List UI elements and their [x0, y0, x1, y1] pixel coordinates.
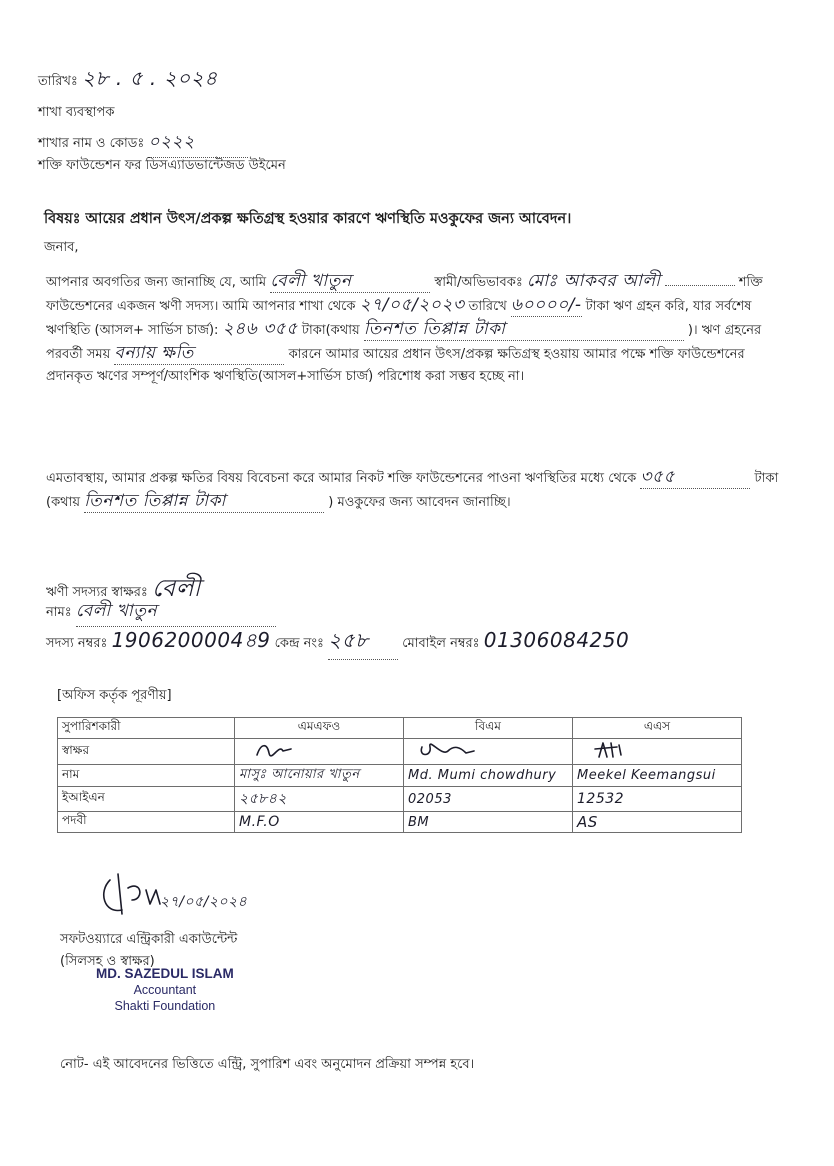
row-label-signature: স্বাক্ষর	[58, 739, 235, 765]
header-recommender: সুপারিশকারী	[58, 718, 235, 739]
seal-title: Accountant	[133, 983, 197, 997]
row-label-ein: ইআইএন	[58, 787, 235, 812]
mfo-signature	[235, 739, 404, 765]
waive-amount-fill: ৩৫৫	[640, 466, 750, 489]
mobile-label: মোবাইল নম্বরঃ	[402, 636, 480, 651]
office-table	[57, 717, 742, 833]
as-name: Meekel Keemangsui	[573, 765, 742, 787]
organization-name: শক্তি ফাউন্ডেশন ফর ডিসএ্যাডভান্টেজড উইমেন	[38, 158, 286, 173]
header-as: এএস	[573, 718, 742, 739]
p1-text-2: স্বামী/অভিভাবকঃ	[434, 275, 523, 290]
row-label-name: নাম	[58, 765, 235, 787]
p1-text-1: আপনার অবগতির জন্য জানাচ্ছি যে, আমি	[46, 275, 267, 290]
p2-text-2: টাকা (কথায়	[46, 471, 779, 510]
mfo-designation: M.F.O	[235, 812, 404, 833]
p1-text-5: টাকা ঋণ গ্রহন করি, যার সর্বশেষ ঋণস্থিতি (আসল+ সার্ভিস চার্জ):	[46, 299, 752, 338]
accountant-label: সফটওয়্যারে এন্ট্রিকারী একাউন্টেন্ট	[60, 932, 238, 947]
mfo-signature-mark	[239, 739, 299, 761]
mobile-value: 01306084250	[483, 628, 630, 652]
p2-text-3: ) মওকুফের জন্য আবেদন জানাচ্ছি।	[328, 495, 511, 510]
signature-label: ঋণী সদস্যর স্বাক্ষরঃ	[46, 585, 148, 600]
p1-text-7: )। ঋণ গ্রহনের পরবর্তী সময়	[46, 323, 762, 362]
table-row-name	[58, 765, 742, 787]
table-row-signature	[58, 739, 742, 765]
bm-signature-mark	[408, 739, 488, 761]
salutation: জনাব,	[44, 240, 79, 255]
footer-note: নোট- এই আবেদনের ভিত্তিতে এন্ট্রি, সুপারিশ এবং অনুমোদন প্রক্রিয়া সম্পন্ন হবে।	[60, 1057, 475, 1072]
subject-line: বিষয়ঃ আয়ের প্রধান উৎস/প্রকল্প ক্ষতিগ্রস্থ হওয়ার কারণে ঋণস্থিতি মওকুফের জন্য আবেদন।	[44, 211, 572, 227]
header-mfo: এমএফও	[235, 718, 404, 739]
mfo-ein: ২৫৮৪২	[235, 787, 404, 812]
applicant-signature: বেলী	[151, 574, 201, 602]
bm-ein: 02053	[404, 787, 573, 812]
accountant-sub-label: (সিলসহ ও স্বাক্ষর)	[60, 954, 155, 969]
center-label: কেন্দ্র নংঃ	[274, 636, 324, 651]
applicant-name: বেলী খাতুন	[76, 598, 276, 627]
office-caption: [অফিস কর্তৃক পূরণীয়]	[57, 688, 172, 703]
p1-text-8: কারনে আমার আয়ের প্রধান উৎস/প্রকল্প ক্ষতিগ্রস্থ হওয়ায় আমার পক্ষে শক্তি ফাউন্ডেশনের প্রদানকৃত ঋণের সম্পূর্ণ/আংশিক ঋণস্থিতি(আসল+সার্ভিস চার্জ) পরিশোধ করা সম্ভব হচ্ছে না।	[46, 347, 745, 384]
bm-signature	[404, 739, 573, 765]
name-label: নামঃ	[46, 605, 72, 620]
reason-fill: বন্যায় ক্ষতি	[114, 342, 284, 365]
table-row-designation	[58, 812, 742, 833]
row-label-designation: পদবী	[58, 812, 235, 833]
balance-fill: ২৪৬ ৩৫৫	[222, 319, 298, 339]
member-no-label: সদস্য নম্বরঃ	[46, 636, 108, 651]
as-signature-mark	[577, 739, 637, 761]
p1-text-3: শক্তি ফাউন্ডেশনের একজন ঋণী সদস্য। আমি আপনার শাখা থেকে	[46, 275, 763, 314]
as-ein: 12532	[573, 787, 742, 812]
p1-text-4: তারিখে	[468, 299, 507, 314]
loan-date-fill: ২৭/০৫/২০২৩	[359, 295, 465, 315]
mfo-name: মাসুঃ আনোয়ার খাতুন	[235, 765, 404, 787]
branch-row	[38, 129, 248, 158]
center-value: ২৫৮	[328, 626, 398, 660]
guardian-name-fill: মোঃ আকবর আলী	[526, 271, 661, 291]
bm-name: Md. Mumi chowdhury	[404, 765, 573, 787]
application-paragraph-2	[46, 466, 786, 514]
seal-org: Shakti Foundation	[114, 999, 216, 1013]
application-paragraph-1	[46, 270, 786, 388]
as-signature	[573, 739, 742, 765]
p2-text-1: এমতাবস্থায়, আমার প্রকল্প ক্ষতির বিষয় বিবেচনা করে আমার নিকট শক্তি ফাউন্ডেশনের পাওনা ঋণস্থিতির মধ্যে থেকে	[46, 471, 637, 486]
member-no-value: 1906200004৪9	[111, 628, 271, 652]
date-label: তারিখঃ	[38, 74, 78, 89]
table-row-ein	[58, 787, 742, 812]
accountant-sign-date: ২৭/০৫/২০২৪	[160, 894, 248, 910]
as-designation: AS	[573, 812, 742, 833]
table-header-row	[58, 718, 742, 739]
header-bm: বিএম	[404, 718, 573, 739]
date-row	[38, 64, 218, 97]
member-name-fill: বেলী খাতুন	[270, 270, 430, 293]
applicant-ids-row	[46, 626, 629, 660]
seal-name: MD. SAZEDUL ISLAM	[96, 966, 234, 981]
accountant-seal	[96, 966, 234, 1014]
recipient-title: শাখা ব্যবস্থাপক	[38, 105, 115, 120]
applicant-name-row	[46, 598, 276, 627]
loan-amount-fill: ৬০০০০/-	[510, 295, 582, 315]
p1-text-6: টাকা(কথায়	[301, 323, 360, 338]
branch-code: ০২২২	[148, 129, 248, 158]
date-value: ২৮ . ৫ . ২০২৪	[82, 66, 218, 90]
waive-words-fill: তিনশত তিপ্পান্ন টাকা	[84, 490, 324, 513]
branch-label: শাখার নাম ও কোডঃ	[38, 136, 145, 151]
bm-designation: BM	[404, 812, 573, 833]
balance-words-fill: তিনশত তিপ্পান্ন টাকা	[364, 318, 684, 341]
